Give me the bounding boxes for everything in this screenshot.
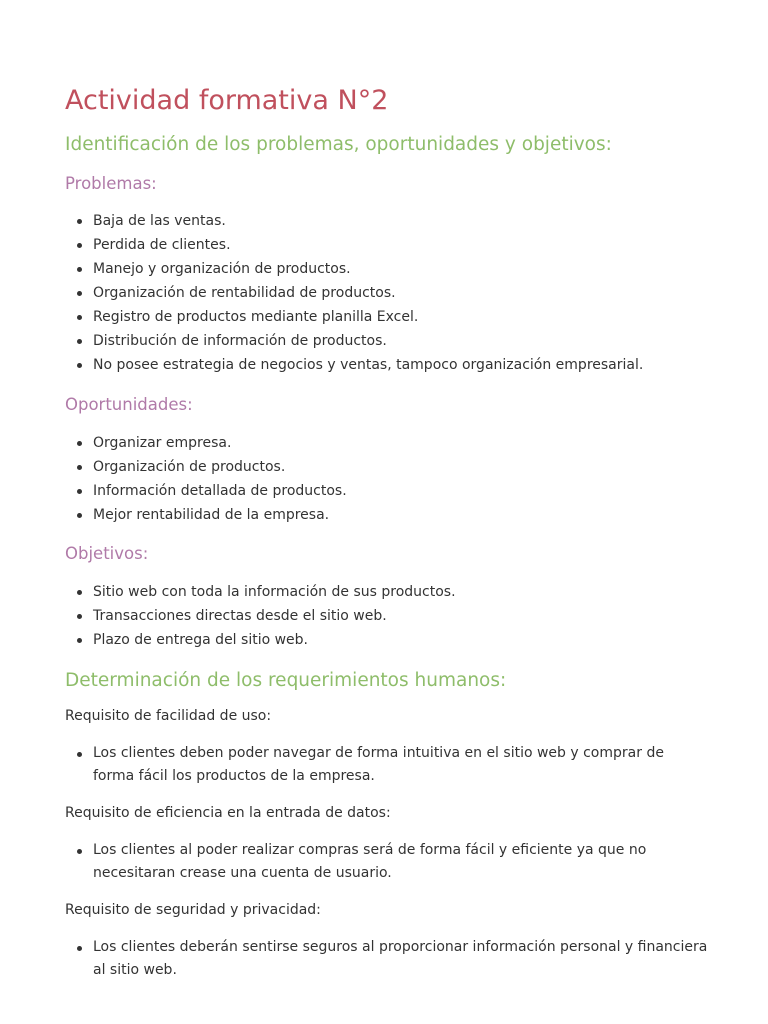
list-item: Organización de rentabilidad de productos.	[93, 281, 708, 305]
list-item: Distribución de información de productos.	[93, 329, 708, 353]
list-item: Baja de las ventas.	[93, 209, 708, 233]
list-requisito-facilidad	[65, 742, 708, 788]
subheading-objetivos: Objetivos:	[65, 544, 149, 563]
requisito-label: Requisito de seguridad y privacidad:	[65, 902, 321, 918]
list-item: Los clientes deberán sentirse seguros al proporcionar información personal y financiera al sitio web.	[93, 936, 708, 982]
list-problemas	[65, 209, 708, 377]
list-requisito-eficiencia	[65, 839, 708, 885]
list-item: Organizar empresa.	[93, 431, 708, 455]
list-item: Registro de productos mediante planilla Excel.	[93, 305, 708, 329]
section-heading-requerimientos: Determinación de los requerimientos humanos:	[65, 670, 507, 691]
list-item: Perdida de clientes.	[93, 233, 708, 257]
list-item: Transacciones directas desde el sitio web.	[93, 604, 708, 628]
list-objetivos	[65, 580, 708, 652]
list-item: Mejor rentabilidad de la empresa.	[93, 503, 708, 527]
requisito-label: Requisito de eficiencia en la entrada de datos:	[65, 805, 391, 821]
list-item: Organización de productos.	[93, 455, 708, 479]
list-item: Sitio web con toda la información de sus productos.	[93, 580, 708, 604]
section-heading-identificacion: Identificación de los problemas, oportunidades y objetivos:	[65, 134, 612, 155]
list-oportunidades	[65, 431, 708, 527]
list-item: Los clientes deben poder navegar de forma intuitiva en el sitio web y comprar de forma fácil los productos de la empresa.	[93, 742, 708, 788]
list-item: Plazo de entrega del sitio web.	[93, 628, 708, 652]
list-item: Los clientes al poder realizar compras será de forma fácil y eficiente ya que no necesitaran crease una cuenta de usuario.	[93, 839, 708, 885]
page-title: Actividad formativa N°2	[65, 85, 389, 116]
list-item: No posee estrategia de negocios y ventas, tampoco organización empresarial.	[93, 353, 708, 377]
list-item: Manejo y organización de productos.	[93, 257, 708, 281]
requisito-label: Requisito de facilidad de uso:	[65, 708, 272, 724]
subheading-problemas: Problemas:	[65, 174, 157, 193]
list-requisito-seguridad	[65, 936, 708, 982]
subheading-oportunidades: Oportunidades:	[65, 395, 193, 414]
list-item: Información detallada de productos.	[93, 479, 708, 503]
